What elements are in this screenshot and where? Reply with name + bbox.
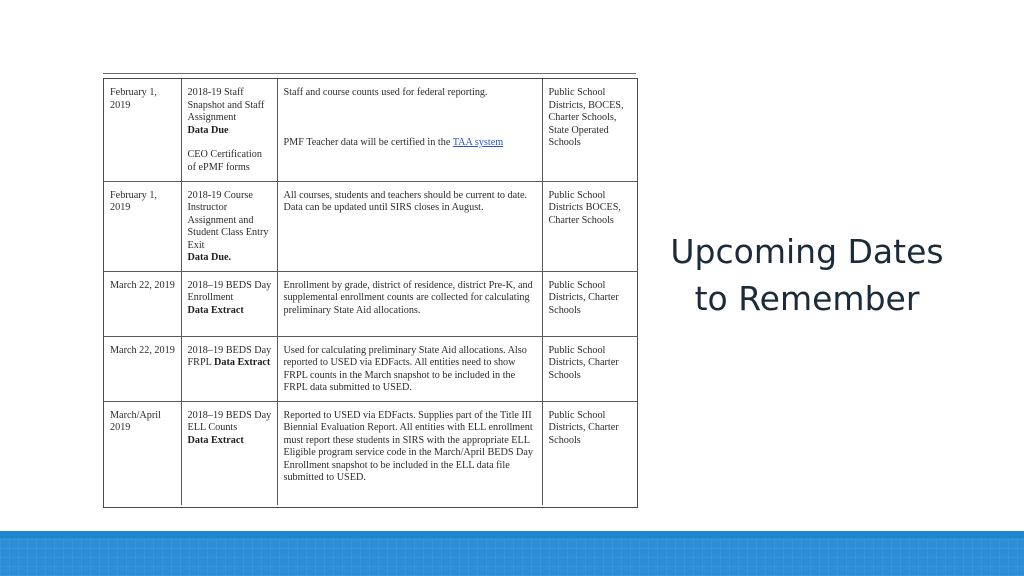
event-bold-text: Data Due. <box>187 252 232 264</box>
description-text: All courses, students and teachers should be current to date. Data can be updated until SIRS closes in August. <box>283 189 528 214</box>
audience-text: Public School Districts, Charter Schools <box>548 279 619 316</box>
slide-title <box>652 228 962 322</box>
description-text: Used for calculating preliminary State Aid allocations. Also reported to USED via EDFacts. All entities need to show FRPL counts in the March snapshot to be included in the FRPL data submitted to USED. <box>283 344 527 394</box>
audience-cell <box>542 181 637 271</box>
event-cell <box>181 271 277 336</box>
date-cell <box>104 336 181 401</box>
audience-text: Public School Districts, Charter Schools <box>548 409 619 446</box>
table-row <box>104 336 637 401</box>
dates-table-image <box>103 78 638 508</box>
event-bold-text: Data Extract <box>187 304 244 316</box>
event-text: 2018–19 BEDS Day FRPL <box>187 344 272 369</box>
event-bold-text: Data Extract <box>187 434 244 446</box>
audience-text: Public School Districts, BOCES, Charter Schools, State Operated Schools <box>548 87 624 149</box>
taa-system-link[interactable]: TAA system <box>452 136 504 148</box>
description-cell <box>277 181 542 271</box>
audience-cell <box>542 401 637 505</box>
event-cell <box>181 79 277 181</box>
event-text: 2018–19 BEDS Day ELL Counts <box>187 409 272 434</box>
event-text: 2018-19 Staff Snapshot and Staff Assignment <box>187 87 265 124</box>
description-text: Reported to USED via EDFacts. Supplies part of the Title III Biennial Evaluation Report. All entities with ELL enrollment must report these students in SIRS with the appropriate ELL Eligible program service code in the March/April BEDS Day Enrollment snapshot to be included in the ELL data file submitted to USED. <box>283 409 534 484</box>
audience-text: Public School Districts, Charter Schools <box>548 344 619 381</box>
description-cell <box>277 401 542 505</box>
event-bold-text: Data Due <box>187 124 229 136</box>
date-text: March 22, 2019 <box>110 344 175 356</box>
description-secondary-text: PMF Teacher data will be certified in the <box>283 136 451 148</box>
event-secondary-text: CEO Certification of ePMF forms <box>187 149 262 173</box>
date-text: February 1, 2019 <box>110 189 157 214</box>
date-cell <box>104 79 181 181</box>
event-text: 2018–19 BEDS Day Enrollment <box>187 279 272 304</box>
table-row <box>104 271 637 336</box>
slide-title-line2: to Remember <box>694 279 920 318</box>
slide-title-line1: Upcoming Dates <box>670 232 944 271</box>
description-cell <box>277 79 542 181</box>
date-cell <box>104 181 181 271</box>
audience-cell <box>542 271 637 336</box>
event-cell <box>181 181 277 271</box>
date-cell <box>104 271 181 336</box>
audience-cell <box>542 336 637 401</box>
date-cell <box>104 401 181 505</box>
date-text: March 22, 2019 <box>110 279 175 291</box>
audience-text: Public School Districts BOCES, Charter Schools <box>548 189 621 226</box>
description-text: Enrollment by grade, district of residence, district Pre-K, and supplemental enrollment counts are collected for calculating preliminary State Aid allocations. <box>283 279 533 316</box>
date-text: March/April 2019 <box>110 409 161 434</box>
event-cell <box>181 401 277 505</box>
dates-table <box>104 79 637 505</box>
table-top-edge <box>103 73 636 74</box>
table-row <box>104 181 637 271</box>
event-cell <box>181 336 277 401</box>
description-cell <box>277 271 542 336</box>
description-text: Staff and course counts used for federal reporting. <box>283 87 488 98</box>
footer-bar <box>0 538 1024 576</box>
description-cell <box>277 336 542 401</box>
event-text: 2018-19 Course Instructor Assignment and Student Class Entry Exit <box>187 189 269 251</box>
audience-cell <box>542 79 637 181</box>
table-row <box>104 79 637 181</box>
event-bold-text: Data Extract <box>214 357 271 369</box>
footer-accent-line <box>0 531 1024 538</box>
table-row <box>104 401 637 505</box>
date-text: February 1, 2019 <box>110 87 157 111</box>
